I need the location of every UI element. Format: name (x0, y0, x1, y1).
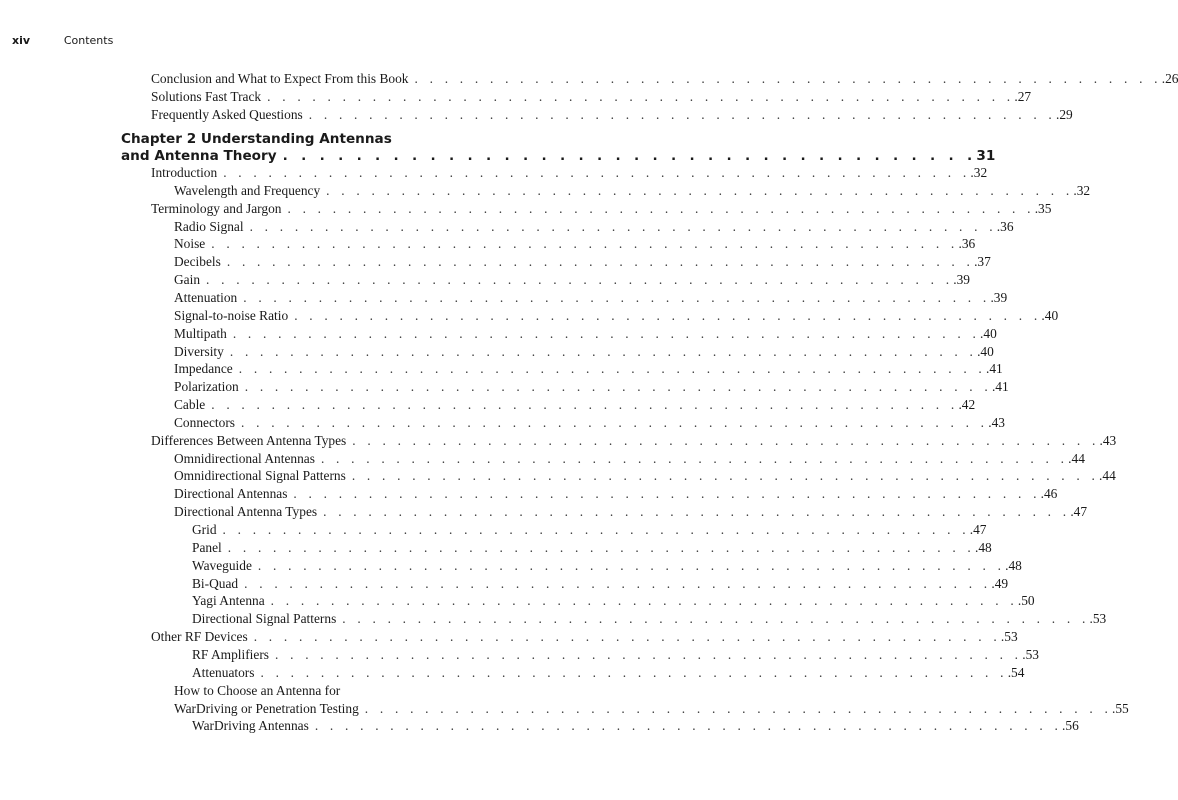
toc-entry-title: Bi-Quad (192, 575, 239, 591)
toc-entry-page: .47 (969, 522, 987, 537)
toc-entry-title: Directional Signal Patterns (192, 611, 337, 627)
toc-entry-title: RF Amplifiers (192, 646, 270, 662)
chapter-page-number: 31 (976, 148, 996, 164)
dot-leader: . . . . . . . . . . . . . . . . . . . . . . . . . . . . . . . . . . . . . . . . . . . . . . . . . . (227, 539, 975, 555)
toc-entry[interactable] (174, 307, 1059, 325)
toc-entry-page: .49 (991, 575, 1009, 591)
toc-entry[interactable] (174, 236, 976, 253)
toc-entry-page: .32 (1073, 182, 1091, 198)
toc-entry-page: .29 (1055, 107, 1073, 123)
dot-leader: . . . . . . . . . . . . . . . . . . . . . . . . . . . . . . . . . . . . . . . . . . . . . . . . . . (257, 557, 1006, 573)
toc-entry-title: Impedance (174, 361, 233, 377)
toc-entry-page: .42 (958, 397, 976, 413)
toc-entry[interactable] (174, 700, 1129, 718)
toc-entry[interactable] (151, 89, 1032, 106)
toc-entry[interactable] (174, 182, 1091, 200)
toc-entry-title: Radio Signal (174, 218, 244, 234)
toc-entry-title: How to Choose an Antenna for (174, 682, 341, 698)
toc-entry-page: .48 (974, 539, 992, 555)
toc-entry-title: Differences Between Antenna Types (151, 432, 347, 448)
toc-entry[interactable] (192, 593, 1035, 610)
toc-entry-page: .54 (1007, 664, 1025, 680)
dot-leader: . . . . . . . . . . . . . . . . . . . . . . . . . . . . . . . . . . . . . . . . . . . . . . . . . . (267, 89, 1015, 105)
toc-entry-page: .35 (1034, 200, 1052, 216)
toc-entry[interactable] (174, 361, 1003, 378)
toc-entry-page: .37 (974, 254, 991, 270)
toc-entry-title: Noise (174, 236, 206, 252)
toc-entry-title: Terminology and Jargon (151, 200, 282, 216)
toc-entry-title: Omnidirectional Signal Patterns (174, 468, 346, 484)
toc-entry-page: .48 (1005, 557, 1022, 573)
toc-entry-title: Other RF Devices (151, 629, 248, 645)
dot-leader: . . . . . . . . . . . . . . . . . . . . . . . . . . . . . . . . . . . . . . . . . . . . . . . . . . (326, 182, 1074, 198)
chapter-heading (121, 131, 996, 165)
dot-leader: . . . . . . . . . . . . . . . . . . . . . . . . . . . . . . . . . . . . . . . . . . . . . . . . . . (232, 325, 981, 341)
chapter-title-line2: and Antenna Theory (121, 148, 277, 164)
dot-leader: . . . . . . . . . . . . . . . . . . . . . . . . . . . . . . . . . . . . . . . . . . . . . . . . . . (260, 664, 1008, 680)
toc-entry[interactable] (174, 218, 1014, 236)
toc-entry[interactable] (174, 343, 994, 361)
toc-entry[interactable] (192, 611, 1107, 628)
toc-entry[interactable] (151, 165, 988, 182)
toc-entry-page: .43 (1099, 432, 1117, 448)
toc-entry-page: .39 (990, 289, 1008, 305)
toc-entry[interactable] (174, 254, 991, 271)
toc-entry[interactable] (151, 71, 1178, 88)
toc-entry[interactable] (192, 522, 987, 539)
toc-entry[interactable] (192, 557, 1022, 575)
toc-entry-page: .53 (1000, 629, 1018, 645)
dot-leader: . . . . . . . . . . . . . . . . . . . . . . . . . . . . . . . . . . . . . . . . . . . . . . . . . . (241, 414, 989, 430)
dot-leader: . . . . . . . . . . . . . . . . . . . . . . . . . . . . . . . . . . . . . . . . . . . . . . . . . . (270, 593, 1018, 609)
toc-entry[interactable] (174, 325, 997, 343)
dot-leader: . . . . . . . . . . . . . . . . . . . . . . . . . . . . . . . . . . . . . . . . . . . . . . . . . . (414, 71, 1162, 86)
toc-entry-title: Grid (192, 522, 217, 537)
toc-entry-page: .40 (1041, 307, 1059, 323)
toc-entry-page: .55 (1112, 700, 1129, 716)
dot-leader: . . . . . . . . . . . . . . . . . . . . . . . . . . . . . . . . . . . . . . . . . . . . . . . . . . (308, 107, 1056, 123)
toc-entry-title: Attenuation (174, 289, 238, 305)
dot-leader: . . . . . . . . . . . . . . . . . . . . . . . . . . . . . . . . . . . . . . . . . . . . . . . . . . (275, 646, 1023, 662)
toc-entry-title: Attenuators (192, 664, 255, 680)
toc-entry-title: Conclusion and What to Expect From this Book (151, 71, 409, 86)
dot-leader: . . . . . . . . . . . . . . . . . . . . . . . . . . . . . . . . . . . . . . . . . . . . . . . . . . (253, 629, 1001, 645)
toc-entry-page: .43 (988, 414, 1005, 430)
toc-entry[interactable] (192, 539, 992, 557)
toc-entry-title: Multipath (174, 325, 227, 341)
toc-entry-title: Solutions Fast Track (151, 89, 262, 105)
toc-entry[interactable] (174, 504, 1088, 521)
toc-entry[interactable] (174, 414, 1005, 432)
running-title: Contents (63, 34, 114, 47)
toc-entry[interactable] (174, 379, 1009, 396)
toc-entry-page: .41 (991, 379, 1009, 395)
dot-leader: . . . . . . . . . . . . . . . . . . . . . . . . . . . . . . . . . . . . . . . . . . . . . . . . . . (323, 504, 1071, 520)
toc-entry-page: .36 (958, 236, 976, 252)
toc-entry[interactable] (192, 664, 1025, 682)
toc-entry-title: Introduction (151, 165, 218, 180)
toc-entry-title: Signal-to-noise Ratio (174, 307, 289, 323)
dot-leader: . . . . . . . . . . . . . . . . . . . . . . . . . . . . . . . . . . . . . . . . . . . . . . . . . . (206, 272, 954, 288)
dot-leader: . . . . . . . . . . . . . . . . . . . . . . . . . . . . . . . . . . . . . . . . . . . . . . . . . . (244, 379, 992, 395)
toc-entry-title: Decibels (174, 254, 221, 270)
dot-leader: . . . . . . . . . . . . . . . . . . . . . . . . . . . . . . . . . . . . . . . . . . . . . . . . . . (351, 468, 1100, 484)
toc-entry-title: Diversity (174, 343, 224, 359)
toc-entry-page: .44 (1068, 450, 1085, 466)
dot-leader: . . . . . . . . . . . . . . . . . . . . . . . . . . . . . . . . . . . . . . . . . . . . . . . . . . (229, 343, 978, 359)
toc-entry[interactable] (151, 432, 1117, 450)
toc-entry[interactable] (174, 397, 976, 414)
toc-entry[interactable] (192, 575, 1009, 593)
dot-leader: . . . . . . . . . . . . . . . . . . . . . . . . . . . . . . . . . . . . . . . . . . . . . . . . . . (320, 450, 1069, 466)
dot-leader: . . . . . . . . . . . . . . . . . . . . . . . . . . . . . . . . . . . . . . . . . . . . . . . . . . (342, 611, 1090, 627)
dot-leader: . . . . . . . . . . . . . . . . . . . . . . . . . . . . . . . . . . . . . . . . . . . . . . . . . . (294, 307, 1042, 323)
toc-entry-title: Polarization (174, 379, 239, 395)
dot-leader: . . . . . . . . . . . . . . . . . . . . . . . . . . . . . . . . . . . . . . . . . . . . . . . . . . (287, 200, 1035, 216)
toc-entry-page: .26 (1161, 71, 1178, 86)
toc-entry[interactable] (192, 718, 1079, 735)
toc-entry-page: .36 (996, 218, 1014, 234)
toc-entry[interactable] (174, 289, 1008, 307)
toc-entry-title: Omnidirectional Antennas (174, 450, 315, 466)
dot-leader: . . . . . . . . . . . . . . . . . . . . . . . . . . . . . . . . . . . . . . . . . . . . . . . . . . (226, 254, 975, 270)
toc-entry-title: WarDriving Antennas (192, 718, 309, 734)
toc-entry[interactable] (174, 683, 528, 700)
toc-entry-title: Yagi Antenna (192, 593, 265, 609)
chapter-title-line1: Chapter 2 Understanding Antennas (121, 131, 392, 147)
toc-entry-page: .47 (1070, 504, 1088, 520)
toc-entry-page: .44 (1099, 468, 1116, 484)
dot-leader: . . . . . . . . . . . . . . . . . . . . . . . . . . . . . . . . . . . . . . . . . . . . . . . . . . (211, 397, 959, 413)
toc-entry-page: .40 (980, 325, 997, 341)
toc-entry-title: Connectors (174, 414, 235, 430)
toc-entry[interactable] (174, 450, 1085, 468)
toc-entry-title: Cable (174, 397, 206, 413)
dot-leader: . . . . . . . . . . . . . . . . . . . . . . . . . . . . . . . . . . . . . . . . . . . . . . . . . . (249, 218, 997, 234)
toc-entry[interactable] (151, 107, 1073, 124)
dot-leader: . . . . . . . . . . . . . . . . . . . . . . . . . . . . . . . . . . . . . . . . . . . . . . . . . . (364, 700, 1113, 716)
toc-entry-page: .40 (977, 343, 994, 359)
toc-entry[interactable] (174, 468, 1116, 485)
dot-leader: . . . . . . . . . . . . . . . . . . . . . . . . . . . . . . . . . . . . . . . . . . . . . . . . . . (293, 486, 1041, 502)
toc-entry[interactable] (151, 629, 1018, 646)
toc-entry-page: .53 (1022, 646, 1039, 662)
dot-leader: . . . . . . . . . . . . . . . . . . . . . . . . . . . . . . . . . . . . . . . . . . . . . . . . . . (211, 236, 959, 252)
dot-leader: . . . . . . . . . . . . . . . . . . . . . . . . . . . . . . . . . . . . . . . . . . . . . . . . . . (244, 575, 992, 591)
toc-entry-title: Wavelength and Frequency (174, 182, 321, 198)
toc-entry-page: .27 (1014, 89, 1032, 105)
toc-entry[interactable] (174, 272, 970, 289)
toc-entry-title: Frequently Asked Questions (151, 107, 303, 123)
toc-entry-title: Directional Antenna Types (174, 504, 318, 520)
toc-entry-page: .56 (1062, 718, 1079, 734)
dot-leader: . . . . . . . . . . . . . . . . . . . . . . . . . . . . . . . . . . . . . . . . . . . . . . . . . . (243, 289, 991, 305)
toc-entry-title: WarDriving or Penetration Testing (174, 700, 359, 716)
page-header (12, 34, 113, 47)
dot-leader: . . . . . . . . . . . . . . . . . . . . . . . . . . . . . . . . . . . . . . . . . . . . . . . . . . (314, 718, 1063, 734)
toc-entry-page: .53 (1089, 611, 1107, 627)
toc-entry-page: .39 (953, 272, 970, 288)
toc-entry-page: .32 (970, 165, 988, 180)
dot-leader: . . . . . . . . . . . . . . . . . . . . . . . . . . . . . . . . . . . . . . . . . . . . . . . . . . (222, 522, 970, 537)
toc-entry[interactable] (192, 646, 1039, 664)
toc-entry-title: Directional Antennas (174, 486, 288, 502)
dot-leader: . . . . . . . . . . . . . . . . . . . . . . . . . . . . . . . . . . . . . . (282, 148, 977, 164)
toc-entry[interactable] (151, 200, 1052, 218)
toc-entry-page: .50 (1017, 593, 1035, 609)
dot-leader: . . . . . . . . . . . . . . . . . . . . . . . . . . . . . . . . . . . . . . . . . . . . . . . . . . (352, 432, 1100, 448)
dot-leader: . . . . . . . . . . . . . . . . . . . . . . . . . . . . . . . . . . . . . . . . . . . . . . . . . . (223, 165, 971, 180)
toc-entry-title: Gain (174, 272, 201, 288)
toc-entry-page: .41 (985, 361, 1003, 377)
toc-entry-page: .46 (1040, 486, 1058, 502)
toc-entry-title: Panel (192, 539, 222, 555)
toc-entry-title: Waveguide (192, 557, 252, 573)
page-number: xiv (12, 34, 31, 47)
dot-leader: . . . . . . . . . . . . . . . . . . . . . . . . . . . . . . . . . . . . . . . . . . . . . . . . . . (238, 361, 986, 377)
toc-entry[interactable] (174, 486, 1058, 503)
